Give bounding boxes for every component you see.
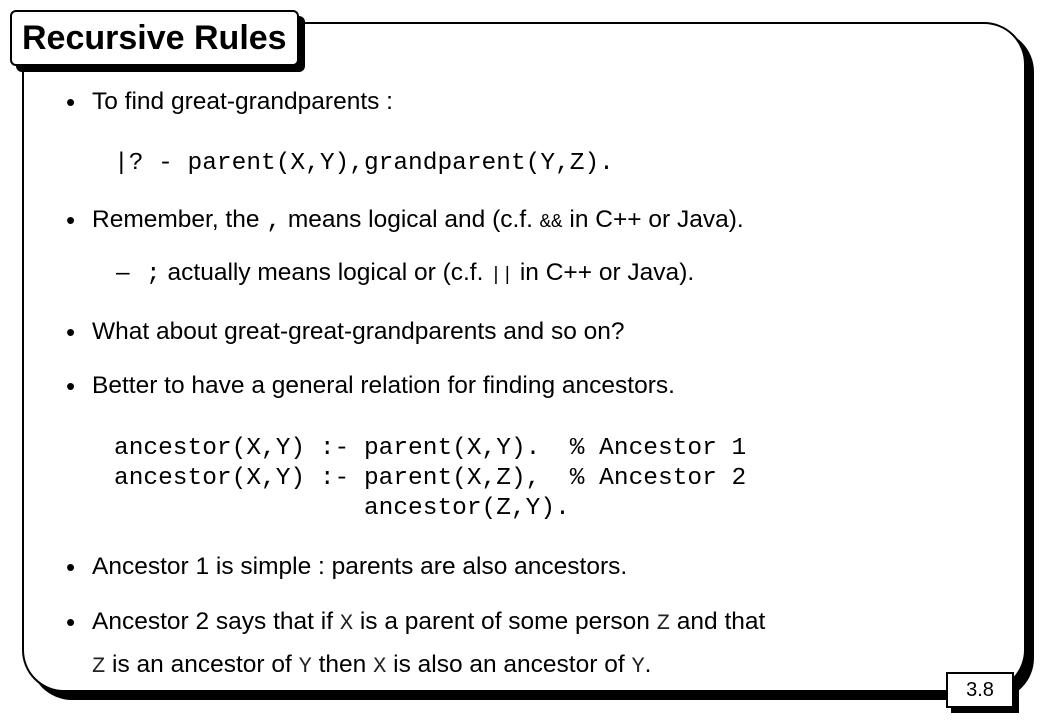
bullet-dot-icon: • (66, 317, 76, 347)
bullet-text: To find great-grandparents : (92, 88, 393, 115)
code-query-great-grandparents: |? - parent(X,Y),grandparent(Y,Z). (114, 150, 614, 177)
text-segment: then (311, 651, 374, 678)
text-segment: Ancestor 2 says that if (92, 608, 340, 635)
var-y: Y (298, 654, 312, 679)
bullet-dot-icon: • (66, 371, 76, 401)
text-segment: is a parent of some person (353, 608, 657, 635)
bullet-dot-icon: • (66, 552, 76, 582)
text-segment: means logical and (c.f. (281, 206, 533, 233)
code-ancestor-rule-2: ancestor(X,Y) :- parent(X,Z), % Ancestor 2 (114, 465, 747, 492)
var-z: Z (656, 611, 670, 636)
bullet-dot-icon: • (66, 607, 76, 637)
slide-title: Recursive Rules (22, 19, 287, 57)
var-x: X (373, 654, 387, 679)
bullet-text: Ancestor 1 is simple : parents are also ancestors. (92, 553, 628, 580)
bullet-text-line-2 (92, 650, 651, 682)
var-z: Z (92, 654, 106, 679)
text-segment: and that (669, 608, 766, 635)
sub-item-text (146, 258, 694, 290)
comma-operator: , (266, 208, 282, 235)
text-segment: Remember, the (92, 206, 260, 233)
bullet-dot-icon: • (66, 87, 76, 117)
title-box (10, 10, 299, 66)
or-operator: || (490, 264, 514, 286)
bullet-dot-icon: • (66, 205, 76, 235)
text-segment: is also an ancestor of (386, 651, 632, 678)
semicolon-operator: ; (146, 261, 161, 288)
page-number: 3.8 (946, 672, 1014, 708)
var-y: Y (631, 654, 645, 679)
bullet-text: What about great-great-grandparents and so on? (92, 318, 625, 345)
text-segment: in C++ or Java). (562, 206, 744, 233)
dash-icon: – (116, 259, 130, 286)
text-segment: . (644, 651, 652, 678)
bullet-text-line-1 (92, 607, 765, 639)
code-ancestor-rule-1: ancestor(X,Y) :- parent(X,Y). % Ancestor 1 (114, 435, 747, 462)
bullet-text (92, 205, 744, 237)
var-x: X (339, 611, 354, 636)
bullet-text: Better to have a general relation for finding ancestors. (92, 372, 675, 399)
text-segment: actually means logical or (c.f. (160, 259, 484, 286)
code-ancestor-rule-2-cont: ancestor(Z,Y). (114, 495, 570, 522)
text-segment: is an ancestor of (105, 651, 299, 678)
and-operator: && (539, 211, 563, 233)
text-segment: in C++ or Java). (513, 259, 695, 286)
slide-frame (22, 19, 1026, 692)
